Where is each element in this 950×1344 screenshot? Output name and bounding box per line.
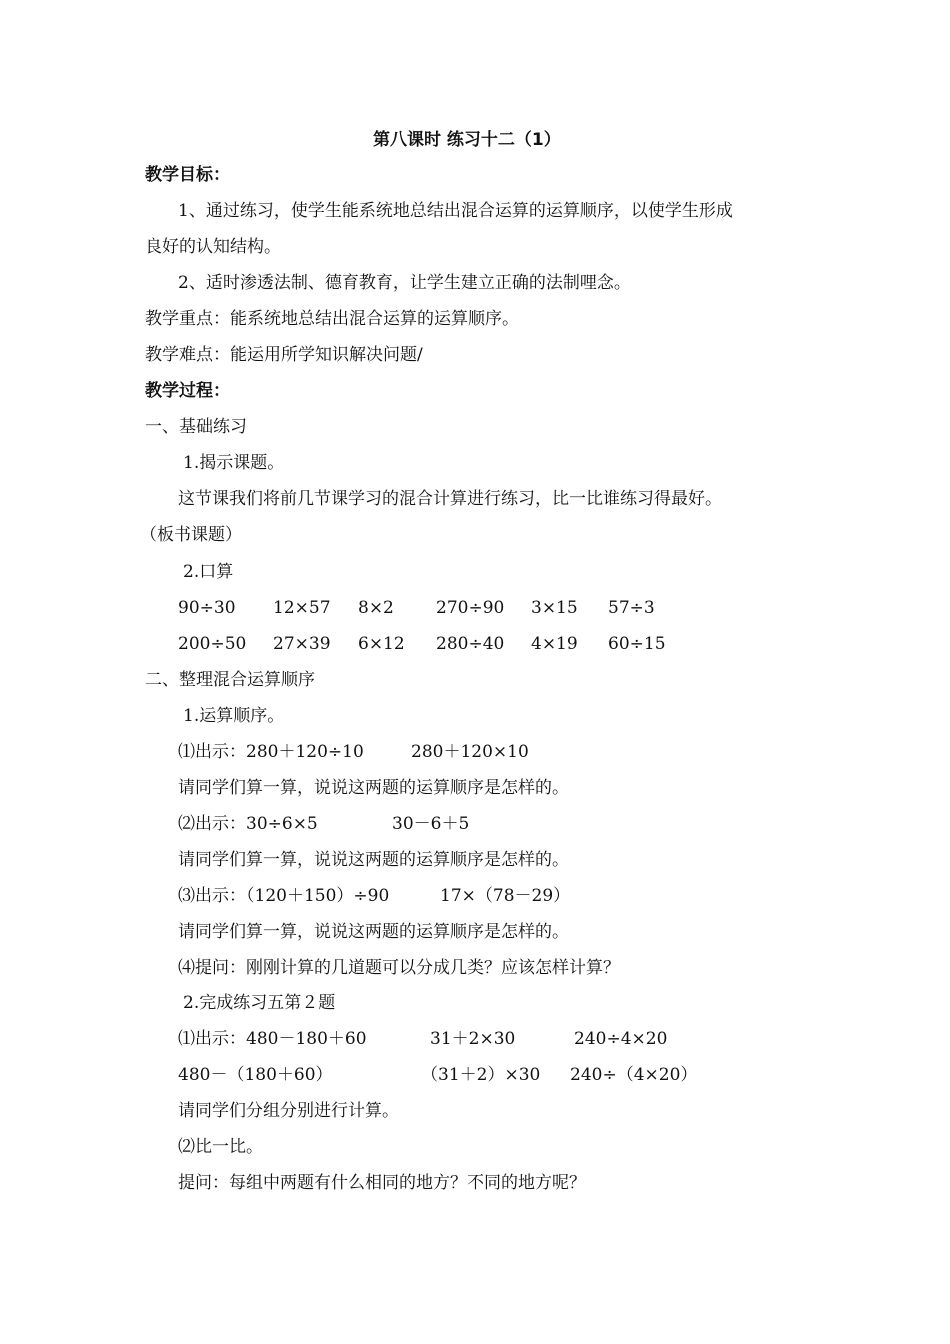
compare-question: 提问：每组中两题有什么相同的地方？不同的地方呢？ [178, 1173, 586, 1193]
oral-expr: 90÷30 [178, 598, 236, 618]
s2-q4: ⑷提问：刚刚计算的几道题可以分成几类？应该怎样计算？ [178, 958, 620, 978]
ask-2: 请同学们算一算，说说这两题的运算顺序是怎样的。 [178, 850, 569, 870]
objective-1-line1: 1、通过练习，使学生能系统地总结出混合运算的运算顺序，以使学生形成 [178, 201, 733, 221]
difficulty: 教学难点：能运用所学知识解决问题/ [145, 345, 423, 365]
objective-2: 2、适时渗透法制、德育教育，让学生建立正确的法制哩念。 [178, 273, 631, 293]
s2-q2-label: ⑵出示：30÷6×5 [178, 814, 318, 834]
s2-q3-label: ⑶出示：（120＋150）÷90 [178, 886, 390, 906]
exercise-expr: ⑴出示：480－180＋60 [178, 1029, 367, 1049]
exercise-expr: 480－（180＋60） [178, 1065, 333, 1085]
s2-q1-expr2: 280＋120×10 [411, 742, 529, 762]
oral-expr: 57÷3 [608, 598, 655, 618]
oral-expr: 27×39 [273, 634, 331, 654]
oral-expr: 12×57 [273, 598, 331, 618]
ask-3: 请同学们算一算，说说这两题的运算顺序是怎样的。 [178, 922, 569, 942]
group-calc: 请同学们分组分别进行计算。 [178, 1101, 399, 1121]
s2-q3-expr2: 17×（78－29） [440, 886, 571, 906]
s2-q1-label: ⑴出示：280＋120÷10 [178, 742, 364, 762]
page-title: 第八课时 练习十二（1） [373, 130, 561, 150]
oral-expr: 270÷90 [436, 598, 505, 618]
s1-item1-text-line1: 这节课我们将前几节课学习的混合计算进行练习，比一比谁练习得最好。 [178, 489, 722, 509]
s2-item2: 2.完成练习五第２题 [183, 993, 336, 1013]
ask-1: 请同学们算一算，说说这两题的运算顺序是怎样的。 [178, 778, 569, 798]
oral-expr: 200÷50 [178, 634, 247, 654]
s1-item2: 2.口算 [183, 562, 234, 582]
oral-expr: 3×15 [531, 598, 578, 618]
oral-expr: 8×2 [358, 598, 394, 618]
exercise-expr: 31＋2×30 [430, 1029, 516, 1049]
oral-expr: 60÷15 [608, 634, 666, 654]
oral-expr: 6×12 [358, 634, 405, 654]
key-point: 教学重点：能系统地总结出混合运算的运算顺序。 [145, 309, 519, 329]
compare: ⑵比一比。 [178, 1137, 263, 1157]
section-1-heading: 一、基础练习 [145, 417, 247, 437]
objectives-heading: 教学目标： [145, 165, 230, 185]
exercise-expr: 240÷（4×20） [570, 1065, 698, 1085]
exercise-expr: （31＋2）×30 [421, 1065, 541, 1085]
s2-item1: 1.运算顺序。 [183, 706, 285, 726]
s1-item1: 1.揭示课题。 [183, 453, 285, 473]
oral-expr: 280÷40 [436, 634, 505, 654]
exercise-expr: 240÷4×20 [574, 1029, 668, 1049]
oral-expr: 4×19 [531, 634, 578, 654]
section-2-heading: 二、整理混合运算顺序 [145, 670, 315, 690]
objective-1-line2: 良好的认知结构。 [145, 237, 281, 257]
process-heading: 教学过程： [145, 381, 230, 401]
s2-q2-expr2: 30－6＋5 [392, 814, 470, 834]
s1-item1-text-line2: （板书课题） [140, 525, 242, 545]
